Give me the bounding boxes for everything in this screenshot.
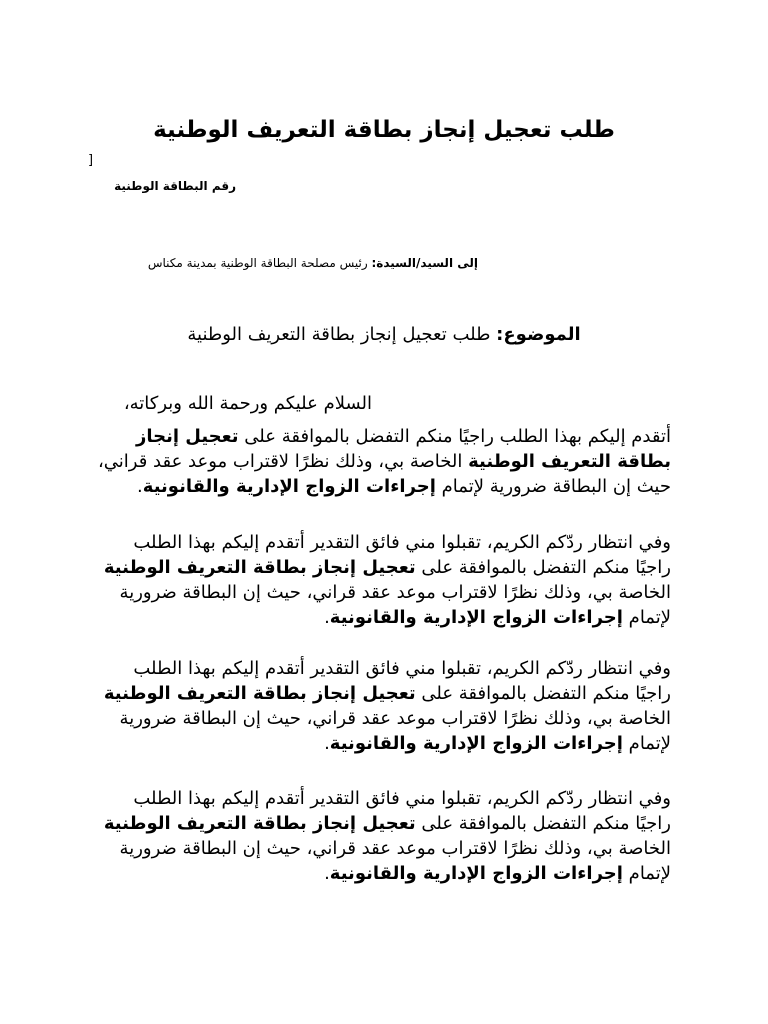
paragraph-bold-text: إجراءات الزواج الإدارية والقانونية	[142, 476, 436, 497]
body-paragraph-3	[96, 656, 671, 756]
subject-label: الموضوع:	[496, 324, 581, 345]
paragraph-text: الخاصة بي، وذلك نظرًا لاقتراب موعد عقد قراني، حيث إن البطاقة ضرورية لإتمام	[119, 708, 671, 754]
recipient-line	[148, 255, 478, 271]
body-paragraph-4	[96, 786, 671, 886]
placeholder-bracket: ]	[88, 153, 94, 168]
paragraph-end: .	[324, 733, 330, 754]
paragraph-text: الخاصة بي، وذلك نظرًا لاقتراب موعد عقد قراني، حيث إن البطاقة ضرورية لإتمام	[97, 451, 671, 497]
document-title: طلب تعجيل إنجاز بطاقة التعريف الوطنية	[153, 117, 615, 143]
greeting: السلام عليكم ورحمة الله وبركاته،	[123, 393, 372, 414]
paragraph-bold-text: إجراءات الزواج الإدارية والقانونية	[329, 607, 623, 628]
paragraph-end: .	[324, 863, 330, 884]
paragraph-text: وفي انتظار ردّكم الكريم، تقبلوا مني فائق التقدير أتقدم إليكم بهذا الطلب راجيًا منكم التفضل بالموافقة على	[133, 788, 671, 834]
body-paragraph-1	[96, 424, 671, 499]
card-number-label: رقم البطاقة الوطنية	[114, 179, 236, 193]
body-paragraph-2	[96, 530, 671, 630]
paragraph-text: وفي انتظار ردّكم الكريم، تقبلوا مني فائق التقدير أتقدم إليكم بهذا الطلب راجيًا منكم التفضل بالموافقة على	[133, 658, 671, 704]
paragraph-end: .	[137, 476, 143, 497]
paragraph-text: أتقدم إليكم بهذا الطلب راجيًا منكم التفضل بالموافقة على	[238, 426, 671, 447]
paragraph-text: وفي انتظار ردّكم الكريم، تقبلوا مني فائق التقدير أتقدم إليكم بهذا الطلب راجيًا منكم التفضل بالموافقة على	[133, 532, 671, 578]
subject-value: طلب تعجيل إنجاز بطاقة التعريف الوطنية	[187, 324, 491, 345]
paragraph-text: الخاصة بي، وذلك نظرًا لاقتراب موعد عقد قراني، حيث إن البطاقة ضرورية لإتمام	[119, 838, 671, 884]
recipient-value: رئيس مصلحة البطاقة الوطنية بمدينة مكناس	[147, 256, 368, 270]
paragraph-bold-text: تعجيل إنجاز بطاقة التعريف الوطنية	[103, 813, 416, 834]
recipient-label: إلى السيد/السيدة:	[371, 256, 478, 270]
paragraph-end: .	[324, 607, 330, 628]
paragraph-bold-text: تعجيل إنجاز بطاقة التعريف الوطنية	[103, 557, 416, 578]
paragraph-bold-text: إجراءات الزواج الإدارية والقانونية	[329, 733, 623, 754]
subject-line	[100, 322, 668, 348]
paragraph-bold-text: تعجيل إنجاز بطاقة التعريف الوطنية	[103, 683, 416, 704]
paragraph-text: الخاصة بي، وذلك نظرًا لاقتراب موعد عقد قراني، حيث إن البطاقة ضرورية لإتمام	[119, 582, 671, 628]
paragraph-bold-text: إجراءات الزواج الإدارية والقانونية	[329, 863, 623, 884]
paragraph-bold-text: تعجيل إنجاز بطاقة التعريف الوطنية	[135, 426, 671, 472]
